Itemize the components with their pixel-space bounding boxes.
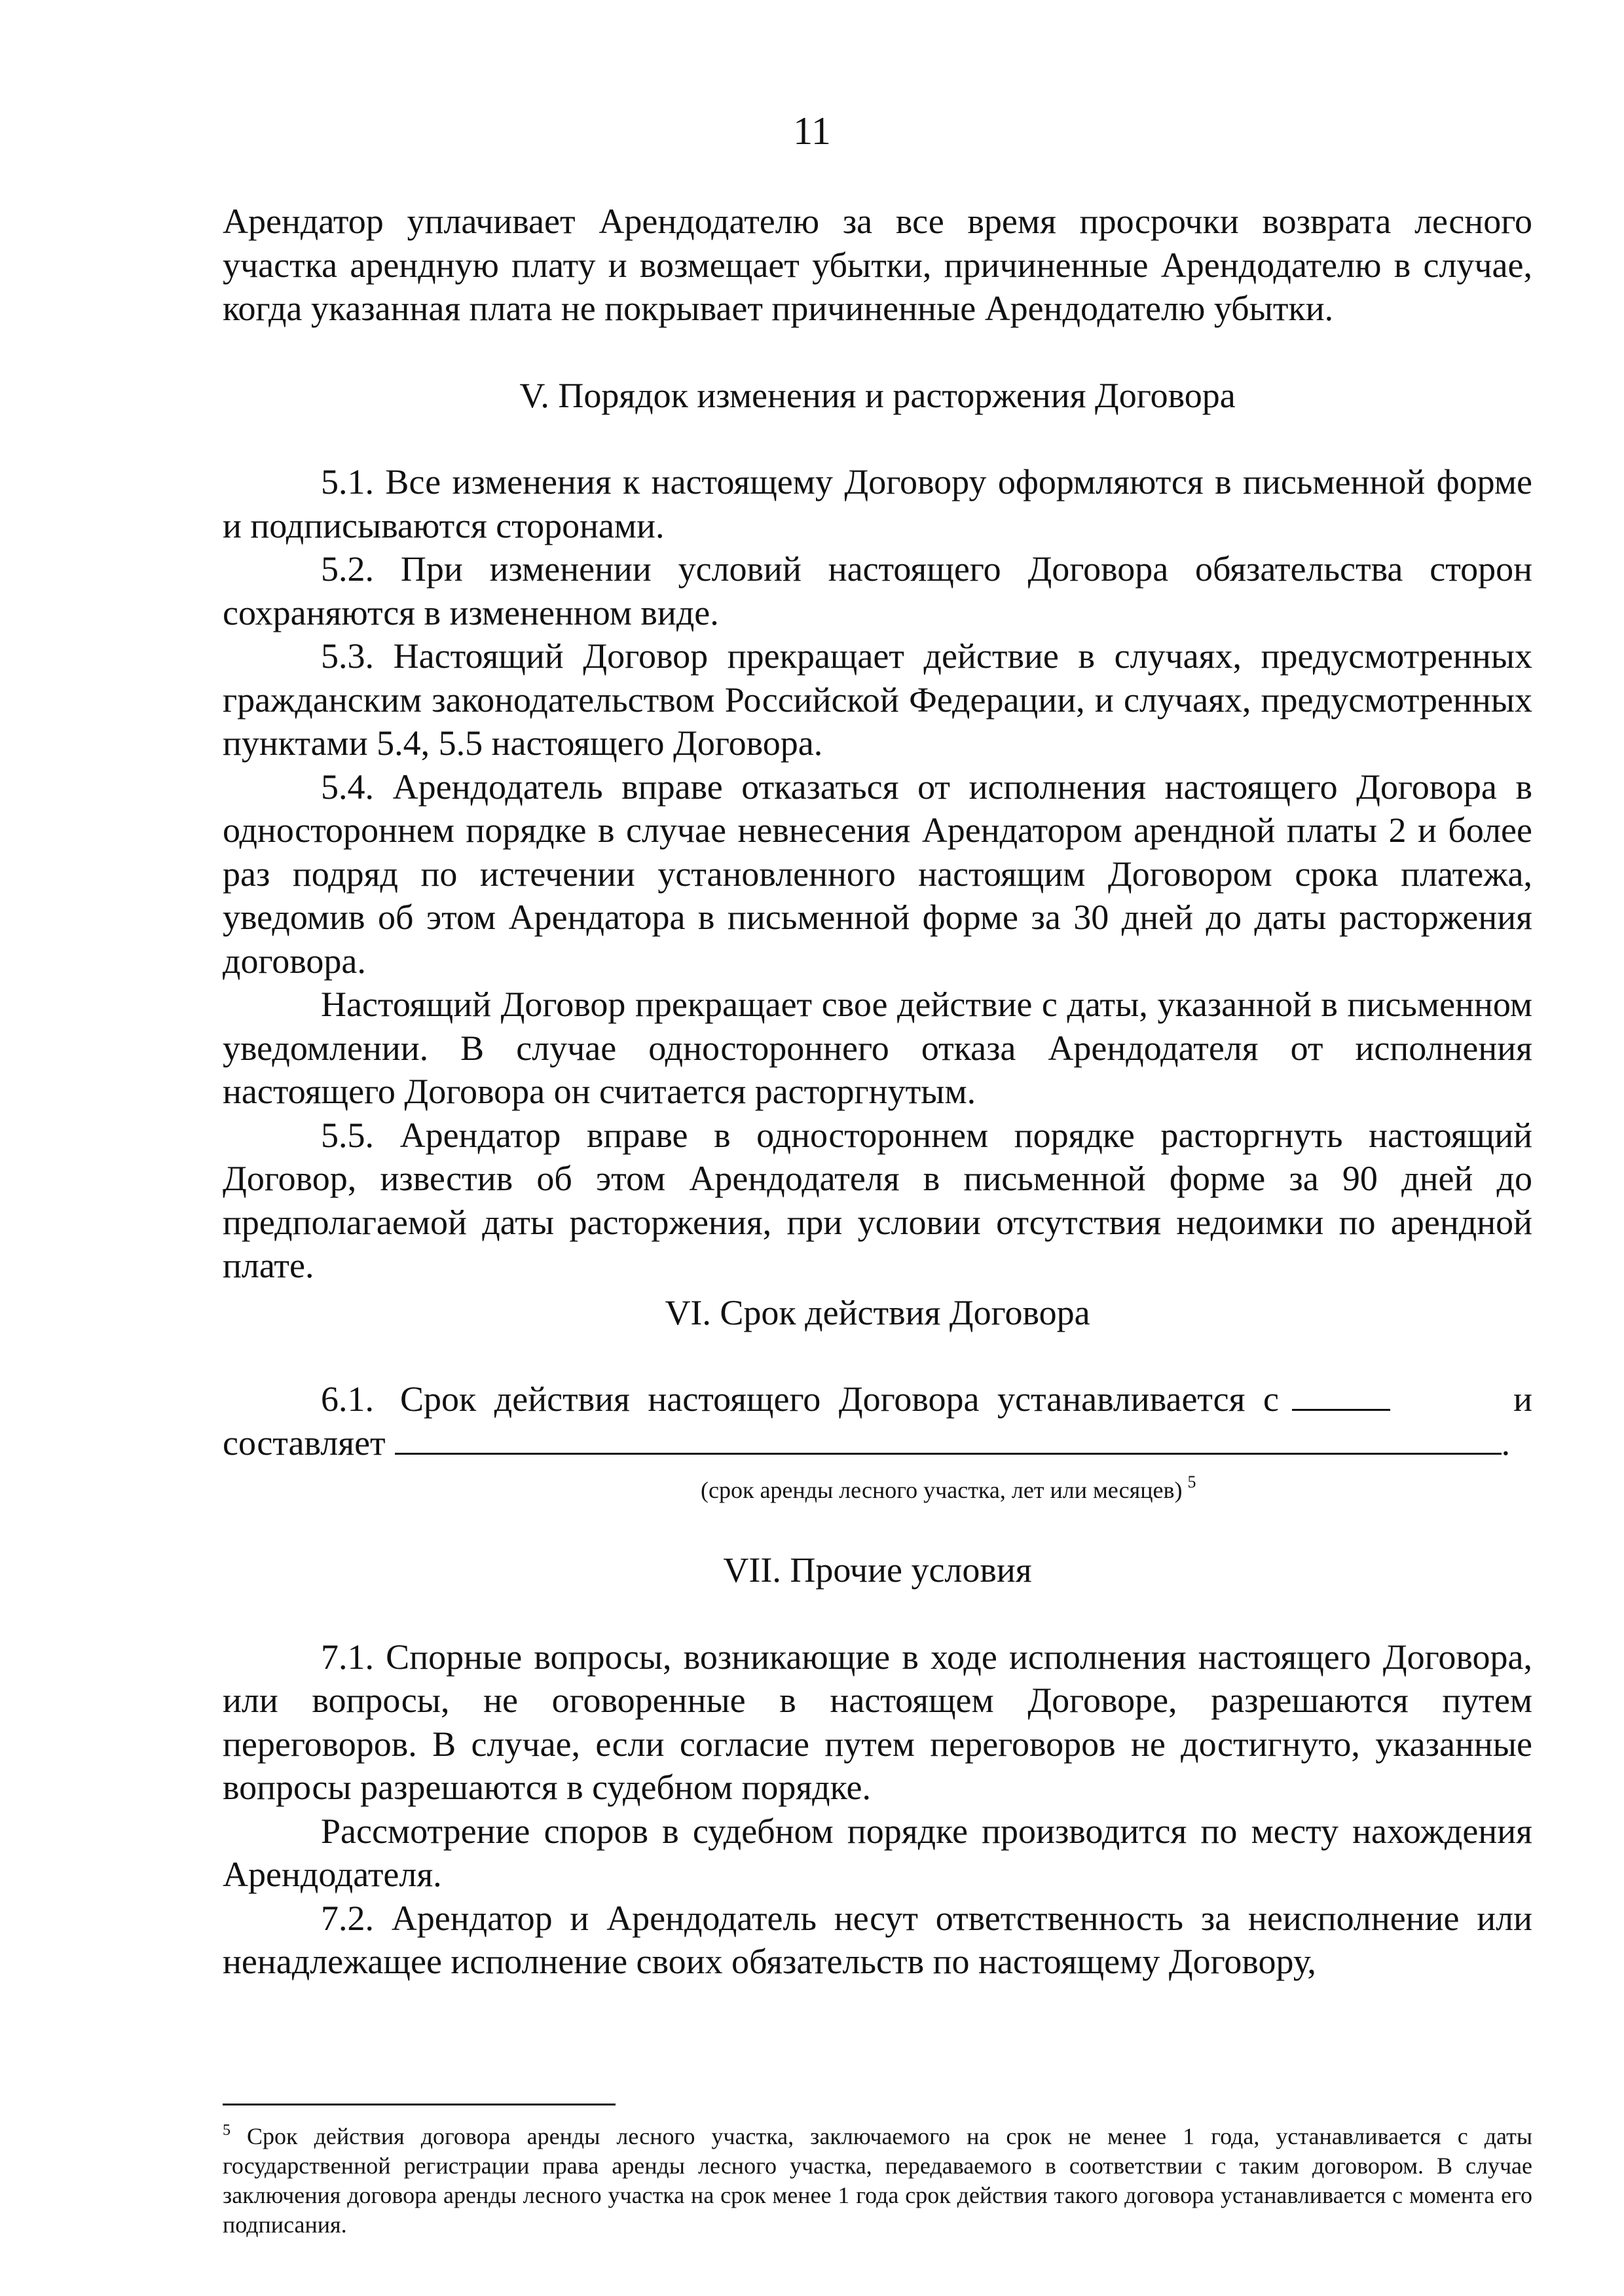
clause-5-4-continuation: Настоящий Договор прекращает свое действие с даты, указанной в письменном уведомлении. В случае одностороннего отказа Арендодателя от исполнения настоящего Договора он считается расторгнутым. (223, 985, 1532, 1111)
section-7-title: VII. Прочие условия (723, 1550, 1032, 1590)
footnote-text: Срок действия договора аренды лесного участка, заключаемого на срок не менее 1 года, устанавливается с даты государственной регистрации права аренды лесного участка, передаваемого в соответствии с таким договором. В случае заключения договора аренды лесного участка на срок менее 1 года срок действия такого договора устанавливается с момента его подписания. (223, 2123, 1533, 2238)
clause-6-1-word: составляет (223, 1423, 386, 1463)
clause-6-1-number: 6.1. (321, 1379, 374, 1419)
clause-5-3: 5.3. Настоящий Договор прекращает действие в случаях, предусмотренных гражданским законодательством Российской Федерации, и случаях, предусмотренных пунктами 5.4, 5.5 настоящего Договора. (223, 636, 1532, 763)
footnote (223, 2116, 1532, 2240)
clause-7-2: 7.2. Арендатор и Арендодатель несут ответственность за неисполнение или ненадлежащее исполнение своих обязательств по настоящему Договору, (223, 1898, 1532, 1981)
page-number: 11 (793, 109, 831, 153)
clause-6-1-line2 (223, 1421, 1532, 1465)
clause-7-1: 7.1. Спорные вопросы, возникающие в ходе исполнения настоящего Договора, или вопросы, не оговоренные в настоящем Договоре, разрешаются путем переговоров. В случае, если согласие путем переговоров не достигнуто, указанные вопросы разрешаются в судебном порядке. (223, 1637, 1532, 1807)
footnote-number: 5 (223, 2122, 231, 2139)
lease-term-caption-text: (срок аренды лесного участка, лет или месяцев) (701, 1477, 1183, 1503)
section-5-title: V. Порядок изменения и расторжения Договора (519, 375, 1236, 415)
clause-6-1-period: . (1501, 1423, 1511, 1463)
lease-term-caption (223, 1467, 1532, 1505)
clause-5-4: 5.4. Арендодатель вправе отказаться от исполнения настоящего Договора в одностороннем порядке в случае невнесения Арендатором арендной платы 2 и более раз подряд по истечении установленного настоящим Договором срока платежа, уведомив об этом Арендатора в письменной форме за 30 дней до даты расторжения договора. (223, 767, 1532, 981)
clause-6-1-and: и (1513, 1379, 1532, 1419)
clause-5-2: 5.2. При изменении условий настоящего Договора обязательства сторон сохраняются в измененном виде. (223, 549, 1532, 632)
start-date-blank[interactable] (1292, 1380, 1390, 1411)
footnote-ref: 5 (1187, 1472, 1196, 1491)
clause-5-5: 5.5. Арендатор вправе в одностороннем порядке расторгнуть настоящий Договор, известив об этом Арендодателя в письменной форме за 90 дней до предполагаемой даты расторжения, при условии отсутствия недоимки по арендной плате. (223, 1115, 1532, 1285)
clause-5-1: 5.1. Все изменения к настоящему Договору оформляются в письменной форме и подписываются сторонами. (223, 462, 1532, 545)
clause-7-1-continuation: Рассмотрение споров в судебном порядке производится по месту нахождения Арендодателя. (223, 1811, 1532, 1894)
document-body (223, 200, 1532, 1984)
lease-term-blank[interactable] (395, 1424, 1502, 1455)
clause-6-1-line1 (223, 1377, 1532, 1421)
footnote-separator (223, 2104, 616, 2105)
section-6-title: VI. Срок действия Договора (665, 1292, 1090, 1332)
intro-paragraph: Арендатор уплачивает Арендодателю за все время просрочки возврата лесного участка арендную плату и возмещает убытки, причиненные Арендодателю в случае, когда указанная плата не покрывает причиненные Арендодателю убытки. (223, 202, 1532, 328)
clause-6-1-text: Срок действия настоящего Договора устанавливается с (400, 1379, 1279, 1419)
